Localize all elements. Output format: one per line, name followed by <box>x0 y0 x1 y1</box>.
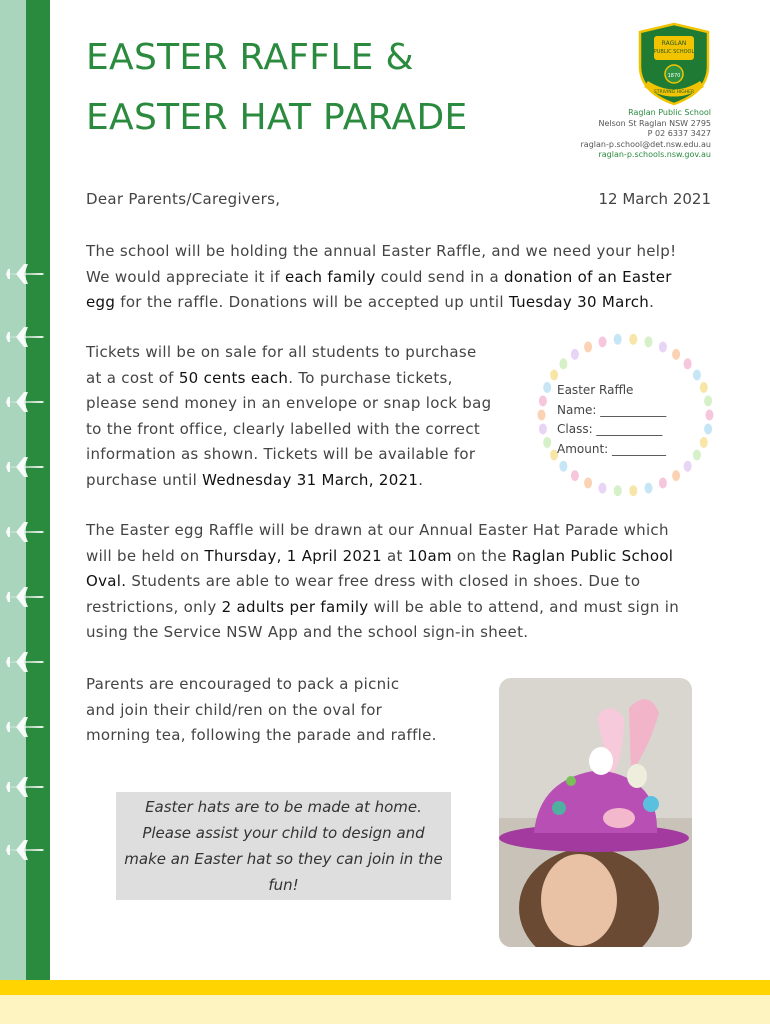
side-plane-decoration <box>2 715 46 739</box>
ticket-ring-egg <box>599 336 607 347</box>
ticket-ring-egg <box>629 334 637 345</box>
footer-band-yellow <box>0 980 770 995</box>
ticket-ring-egg <box>629 485 637 496</box>
ticket-ring-egg <box>672 349 680 360</box>
side-stripe-light <box>0 0 26 1024</box>
title-line-1: EASTER RAFFLE & <box>86 37 414 78</box>
side-plane-decoration <box>2 520 46 544</box>
letter-date: 12 March 2021 <box>598 190 711 208</box>
ticket-ring-egg <box>684 358 692 369</box>
ticket-ring-egg <box>614 485 622 496</box>
paragraph-picnic: Parents are encouraged to pack a picnic and join their child/ren on the oval for morning tea, following the parade and raffle. <box>86 675 437 744</box>
ticket-heading: Easter Raffle <box>557 383 634 397</box>
svg-text:STRIVING HIGHER: STRIVING HIGHER <box>653 90 695 95</box>
ticket-ring-egg <box>659 478 667 489</box>
school-email[interactable]: raglan-p.school@det.nsw.edu.au <box>580 139 711 149</box>
school-website[interactable]: raglan-p.schools.nsw.gov.au <box>598 150 711 159</box>
school-contact <box>581 108 711 161</box>
side-plane-decoration <box>2 390 46 414</box>
side-plane-decoration <box>2 650 46 674</box>
ticket-ring-egg <box>645 336 653 347</box>
ticket-ring-egg <box>571 470 579 481</box>
school-crest-logo <box>636 22 712 106</box>
school-phone: P 02 6337 3427 <box>647 129 711 138</box>
ticket-ring-egg <box>599 483 607 494</box>
side-plane-decoration <box>2 455 46 479</box>
svg-text:RAGLAN: RAGLAN <box>661 40 687 47</box>
side-plane-decoration <box>2 262 46 286</box>
ticket-ring-egg <box>584 478 592 489</box>
ticket-ring-egg <box>539 424 547 435</box>
side-plane-decoration <box>2 585 46 609</box>
raffle-ticket-example <box>557 381 666 459</box>
ticket-ring-egg <box>700 437 708 448</box>
page-title <box>86 28 468 148</box>
ticket-ring-egg <box>693 370 701 381</box>
salutation: Dear Parents/Caregivers, <box>86 190 281 208</box>
ticket-ring-egg <box>684 461 692 472</box>
ticket-ring-egg <box>672 470 680 481</box>
easter-hat-note <box>116 792 451 900</box>
ticket-ring-egg <box>559 461 567 472</box>
ticket-amount-line: Amount: _________ <box>557 441 667 456</box>
ticket-ring-egg <box>571 349 579 360</box>
note-text: Easter hats are to be made at home. Please assist your child to design and make an Easter hat so they can join in the fun! <box>124 798 443 894</box>
ticket-ring-egg <box>559 358 567 369</box>
side-plane-decoration <box>2 325 46 349</box>
ticket-class-line: Class: ___________ <box>557 422 663 436</box>
ticket-name-line: Name: ___________ <box>557 402 667 417</box>
side-plane-decoration <box>2 775 46 799</box>
ticket-ring-egg <box>693 450 701 461</box>
ticket-ring-egg <box>645 483 653 494</box>
title-line-2: EASTER HAT PARADE <box>86 97 468 138</box>
paragraph-donation: The school will be holding the annual Easter Raffle, and we need your help! We would appreciate it if each family could send in a donation of an Easter egg for the raffle. Donations will be accepted up until Tuesday 30 March. <box>86 242 677 311</box>
ticket-ring-egg <box>584 342 592 353</box>
ticket-ring-egg <box>704 396 712 407</box>
ticket-ring-egg <box>538 410 546 421</box>
ticket-ring-egg <box>704 424 712 435</box>
side-stripe-dark <box>26 0 50 1024</box>
easter-hat-photo <box>499 678 692 947</box>
school-name: Raglan Public School <box>628 108 711 117</box>
ticket-ring-egg <box>550 370 558 381</box>
ticket-ring-egg <box>659 342 667 353</box>
svg-text:PUBLIC SCHOOL: PUBLIC SCHOOL <box>653 49 695 55</box>
ticket-ring-egg <box>539 396 547 407</box>
school-address: Nelson St Raglan NSW 2795 <box>598 118 711 128</box>
ticket-ring-egg <box>543 382 551 393</box>
ticket-ring-egg <box>706 410 714 421</box>
paragraph-tickets: Tickets will be on sale for all students to purchase at a cost of 50 cents each. To purchase tickets, please send money in an envelope or snap lock bag to the front office, clearly labelled with the correct information as shown. Tickets will be available for purchase until Wednesday 31 March, 2021. <box>86 343 492 489</box>
paragraph-hat-parade: The Easter egg Raffle will be drawn at our Annual Easter Hat Parade which will be held on Thursday, 1 April 2021 at 10am on the Raglan Public School Oval. Students are able to wear free dress with closed in shoes. Due to restrictions, only 2 adults per family will be able to attend, and must sign in using the Service NSW App and the school sign-in sheet. <box>86 521 680 641</box>
svg-text:1870: 1870 <box>667 73 681 79</box>
side-plane-decoration <box>2 838 46 862</box>
ticket-ring-egg <box>543 437 551 448</box>
footer-band-pale <box>0 995 770 1024</box>
ticket-ring-egg <box>614 334 622 345</box>
ticket-ring-egg <box>700 382 708 393</box>
